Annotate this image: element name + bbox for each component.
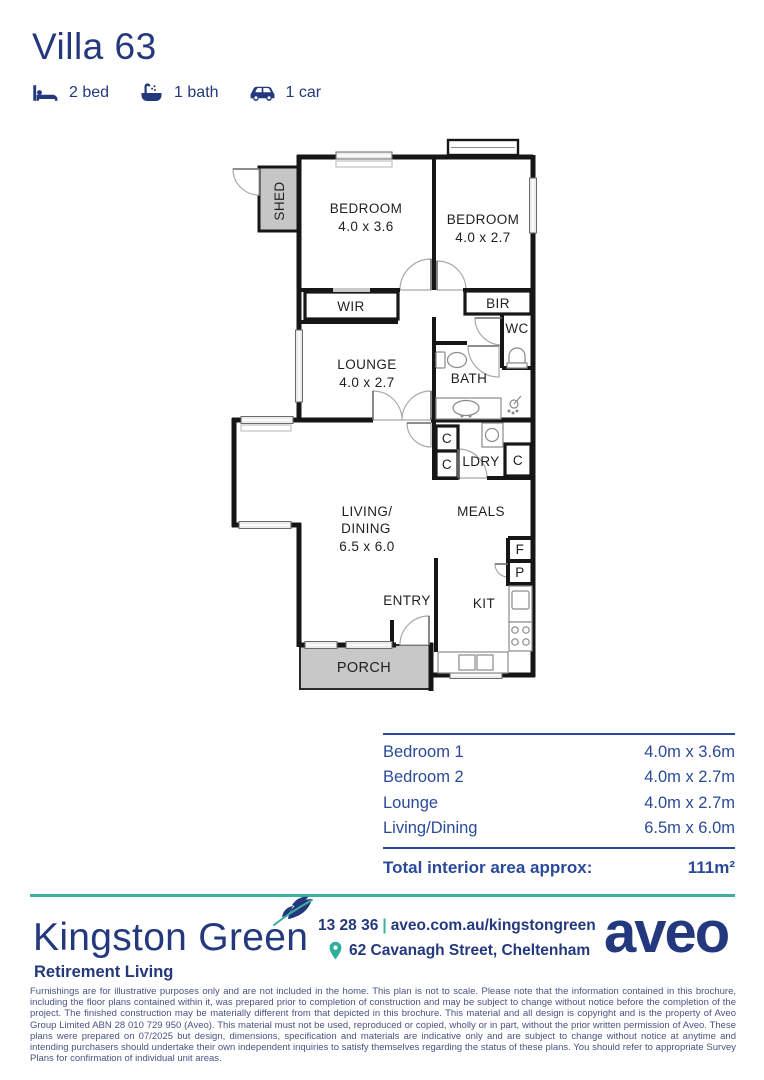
plan-label-bath: BATH <box>450 371 488 386</box>
plan-label-bir: BIR <box>486 296 510 311</box>
feature-baths-label: 1 bath <box>174 84 219 101</box>
plan-label-kit: KIT <box>472 596 496 611</box>
room-name: Bedroom 1 <box>383 743 464 761</box>
plan-label-cupboard2: C <box>441 457 453 472</box>
plan-label-bedroom2-dims: 4.0 x 2.7 <box>455 230 511 245</box>
plan-label-wc: WC <box>505 321 529 336</box>
room-name: Lounge <box>383 793 439 812</box>
table-row <box>383 791 735 816</box>
plan-label-cupboard3: C <box>512 453 524 468</box>
table-total-row <box>383 847 735 878</box>
dimensions-table <box>383 733 735 878</box>
footer-divider <box>30 894 735 897</box>
plan-label-fridge: F <box>515 542 525 557</box>
plan-label-meals: MEALS <box>457 504 505 519</box>
total-value: 111m² <box>687 858 735 878</box>
plan-label-pantry: P <box>515 565 525 580</box>
plan-label-living2: DINING <box>341 521 391 536</box>
address: 62 Cavanagh Street, Cheltenham <box>349 941 591 959</box>
plan-label-ldry: LDRY <box>462 454 500 469</box>
plan-label-bedroom2: BEDROOM <box>446 212 520 227</box>
plan-label-living1: LIVING/ <box>341 504 393 519</box>
plan-label-living-dims: 6.5 x 6.0 <box>339 539 395 554</box>
bath-toilet <box>436 352 445 368</box>
table-row <box>383 735 735 765</box>
plan-label-bedroom1: BEDROOM <box>329 201 403 216</box>
table-row <box>383 765 735 790</box>
disclaimer-text: Furnishings are for illustrative purposes only and are not included in the home. This plan is not to scale. Please note that the information contained in this brochure, including the floor plans contained within it, was prepared prior to completion of construction and may be subject to change without notice before the completion of the project. The finished construction may be materially different from that depicted in this brochure. This material and all design is copyright and is the property of Aveo Group Limited ABN 28 010 729 950 (Aveo). This material must not be used, reproduced or copied, wholly or in part, without the prior written permission of Aveo. These plans were prepared on 07/2025 but design, dimensions, specification and materials are indicative only and are subject to change without notice at anytime and intending purchasers should undertake their own independent inquiries to satisfy themselves regarding the status of these plans. You should refer to appropriate Survey Plans for confirmation of individual unit areas. <box>30 986 736 1065</box>
plan-label-wir: WIR <box>337 299 365 314</box>
contact-line-1 <box>318 917 596 935</box>
plan-label-bedroom1-dims: 4.0 x 3.6 <box>338 219 394 234</box>
room-size: 6.5m x 6.0m <box>644 819 735 838</box>
plan-label-lounge-dims: 4.0 x 2.7 <box>339 375 395 390</box>
room-size: 4.0m x 3.6m <box>644 743 735 761</box>
room-size: 4.0m x 2.7m <box>644 768 735 787</box>
community-logo-text: Kingston Green <box>33 916 309 959</box>
website-link[interactable]: aveo.com.au/kingstongreen <box>390 917 596 934</box>
leaf-icon <box>268 893 316 929</box>
page-title: Villa 63 <box>32 26 157 67</box>
plan-label-porch: PORCH <box>336 660 392 676</box>
plan-label-shed: SHED <box>272 181 287 221</box>
feature-beds-label: 2 bed <box>69 84 110 101</box>
separator: | <box>382 917 387 934</box>
room-size: 4.0m x 2.7m <box>644 793 735 812</box>
wc-toilet <box>509 348 525 363</box>
contact-line-2 <box>328 941 590 960</box>
community-tagline: Retirement Living <box>34 963 174 981</box>
feature-cars-label: 1 car <box>285 84 322 101</box>
phone-number[interactable]: 13 28 36 <box>318 917 379 934</box>
cooktop <box>509 622 532 651</box>
plan-label-cupboard1: C <box>441 431 453 446</box>
table-row <box>383 816 735 841</box>
location-pin-icon <box>328 941 343 960</box>
plan-label-entry: ENTRY <box>383 593 431 608</box>
plan-label-lounge: LOUNGE <box>337 357 397 372</box>
brand-logo: aveo <box>604 900 729 965</box>
room-name: Living/Dining <box>383 819 478 838</box>
room-name: Bedroom 2 <box>383 768 464 787</box>
total-label: Total interior area approx: <box>383 858 593 878</box>
